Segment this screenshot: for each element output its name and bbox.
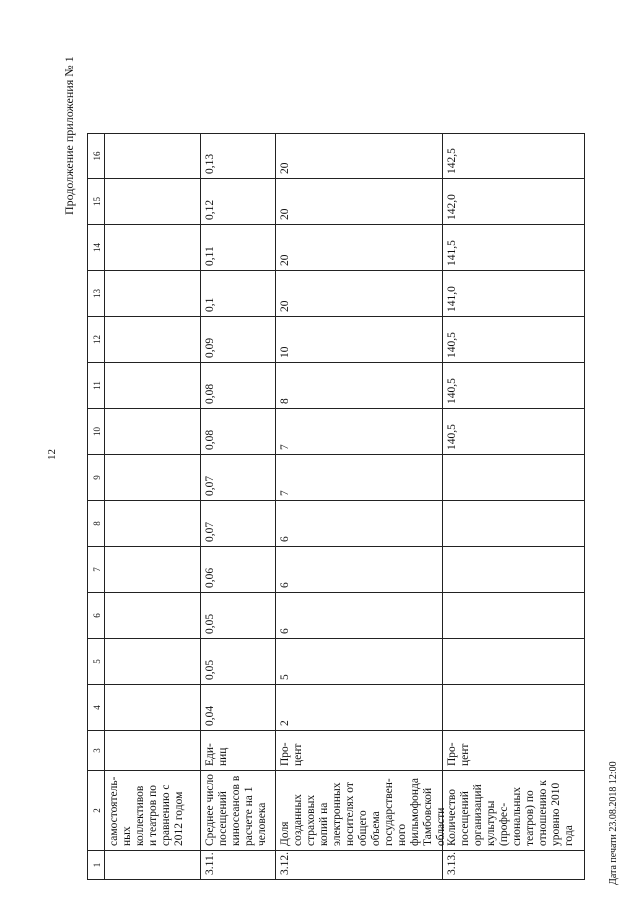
row-continuation-cell-8 — [105, 500, 201, 546]
cell-text: 20 — [279, 208, 291, 220]
cell-text: 20 — [279, 162, 291, 174]
row-3-11-cell-12 — [201, 316, 276, 362]
row-3-11-cell-14 — [201, 224, 276, 270]
continuation-title: Продолжение приложения № 1 — [62, 56, 76, 215]
row-3-13-cell-1 — [443, 850, 585, 880]
row-3-12-cell-2 — [276, 770, 447, 850]
row-continuation-cell-5 — [105, 638, 201, 684]
cell-text: 5 — [92, 659, 102, 664]
cell-text: 7 — [279, 490, 291, 496]
row-3-12-cell-16 — [276, 133, 443, 178]
row-3-11-cell-6 — [201, 592, 276, 638]
header-cell-12 — [87, 316, 105, 362]
cell-text: 10 — [279, 346, 291, 358]
row-3-12-cell-5 — [276, 638, 443, 684]
cell-text: 13 — [92, 289, 102, 298]
cell-text: 6 — [279, 628, 291, 634]
row-3-12-cell-10 — [276, 408, 443, 454]
cell-text: 0,07 — [204, 521, 216, 542]
header-cell-3 — [87, 730, 105, 770]
row-3-11-cell-13 — [201, 270, 276, 316]
cell-text: 140,5 — [446, 378, 458, 404]
row-3-13-cell-8 — [443, 500, 585, 546]
header-cell-4 — [87, 684, 105, 730]
cell-text: 6 — [92, 613, 102, 618]
page-number: 12 — [46, 449, 58, 460]
row-3-13-cell-15 — [443, 178, 585, 224]
cell-text: 3 — [92, 748, 102, 753]
row-3-12-cell-15 — [276, 178, 443, 224]
cell-text: 0,09 — [204, 337, 216, 358]
row-continuation-cell-16 — [105, 133, 201, 178]
row-3-13-cell-3 — [443, 730, 585, 770]
header-cell-5 — [87, 638, 105, 684]
cell-text: 0,13 — [204, 153, 216, 174]
row-continuation-cell-7 — [105, 546, 201, 592]
cell-text: 4 — [92, 705, 102, 710]
cell-text: 6 — [279, 582, 291, 588]
print-date: Дата печати 23.08.2018 12:00 — [608, 761, 619, 885]
row-3-12-cell-9 — [276, 454, 443, 500]
row-3-13-cell-10 — [443, 408, 585, 454]
row-3-12-cell-14 — [276, 224, 443, 270]
cell-text: Про- цент — [446, 742, 471, 766]
cell-text: 0,07 — [204, 475, 216, 496]
row-continuation-cell-2 — [105, 770, 201, 850]
row-3-11-cell-3 — [201, 730, 276, 770]
cell-text: 0,12 — [204, 199, 216, 220]
header-cell-10 — [87, 408, 105, 454]
header-cell-8 — [87, 500, 105, 546]
row-3-11-cell-4 — [201, 684, 276, 730]
cell-text: 12 — [92, 335, 102, 344]
header-cell-1 — [87, 850, 105, 880]
cell-text: 9 — [92, 475, 102, 480]
row-3-12-cell-3 — [276, 730, 443, 770]
cell-text: 0,05 — [204, 613, 216, 634]
row-3-13-cell-14 — [443, 224, 585, 270]
cell-text: самостоятель- ных коллективов и театров по сравнению с 2012 годом — [108, 776, 185, 846]
row-3-11-cell-5 — [201, 638, 276, 684]
row-3-12-cell-1 — [276, 850, 443, 880]
data-table — [87, 43, 585, 880]
cell-text: 11 — [92, 381, 102, 390]
row-3-12-cell-8 — [276, 500, 443, 546]
row-3-13-cell-16 — [443, 133, 585, 178]
header-cell-6 — [87, 592, 105, 638]
row-continuation-cell-1 — [105, 850, 201, 880]
cell-text: 10 — [92, 427, 102, 436]
header-cell-9 — [87, 454, 105, 500]
row-3-13-cell-12 — [443, 316, 585, 362]
cell-text: 8 — [279, 398, 291, 404]
row-3-12-cell-11 — [276, 362, 443, 408]
cell-text: 0,1 — [204, 297, 216, 312]
header-cell-7 — [87, 546, 105, 592]
cell-text: 3.13. — [446, 852, 458, 875]
header-cell-13 — [87, 270, 105, 316]
cell-text: 20 — [279, 300, 291, 312]
cell-text: 7 — [279, 444, 291, 450]
row-3-12-cell-13 — [276, 270, 443, 316]
cell-text: 142,0 — [446, 194, 458, 220]
row-3-12-cell-6 — [276, 592, 443, 638]
cell-text: 2 — [92, 808, 102, 813]
row-3-11-cell-11 — [201, 362, 276, 408]
cell-text: Доля созданных страховых копий на электронных носителях от общего объема государствен- ного фильмофонда Тамбовской области — [279, 778, 447, 846]
cell-text: 140,5 — [446, 424, 458, 450]
row-3-13-cell-9 — [443, 454, 585, 500]
cell-text: 141,5 — [446, 240, 458, 266]
row-continuation-cell-9 — [105, 454, 201, 500]
cell-text: Про- цент — [279, 742, 304, 766]
cell-text: 1 — [92, 862, 102, 868]
cell-text: 15 — [92, 197, 102, 206]
row-continuation-cell-11 — [105, 362, 201, 408]
row-3-13-cell-5 — [443, 638, 585, 684]
row-continuation-cell-12 — [105, 316, 201, 362]
cell-text: 8 — [92, 521, 102, 526]
header-cell-15 — [87, 178, 105, 224]
row-3-12-cell-7 — [276, 546, 443, 592]
cell-text: 140,5 — [446, 332, 458, 358]
cell-text: Количество посещений организаций культуры (профес- сиональных театров) по отношению к уровню 2010 года — [446, 780, 575, 846]
cell-text: 16 — [92, 151, 102, 161]
cell-text: 141,0 — [446, 286, 458, 312]
row-continuation-cell-14 — [105, 224, 201, 270]
row-3-12-cell-12 — [276, 316, 443, 362]
row-3-11-cell-2 — [201, 770, 276, 850]
row-3-13-cell-4 — [443, 684, 585, 730]
row-3-11-cell-10 — [201, 408, 276, 454]
header-cell-11 — [87, 362, 105, 408]
row-3-11-cell-16 — [201, 133, 276, 178]
row-continuation-cell-6 — [105, 592, 201, 638]
row-continuation-cell-10 — [105, 408, 201, 454]
cell-text: 0,08 — [204, 429, 216, 450]
row-continuation-cell-3 — [105, 730, 201, 770]
cell-text: 7 — [92, 567, 102, 572]
cell-text: 14 — [92, 243, 102, 252]
row-3-11-cell-15 — [201, 178, 276, 224]
cell-text: 0,06 — [204, 567, 216, 588]
row-3-13-cell-11 — [443, 362, 585, 408]
row-3-12-cell-4 — [276, 684, 443, 730]
row-3-11-cell-8 — [201, 500, 276, 546]
row-continuation-cell-15 — [105, 178, 201, 224]
cell-text: 2 — [279, 720, 291, 726]
row-3-13-cell-6 — [443, 592, 585, 638]
cell-text: 5 — [279, 674, 291, 680]
row-continuation-cell-4 — [105, 684, 201, 730]
header-cell-14 — [87, 224, 105, 270]
cell-text: Еди- ниц — [204, 743, 229, 766]
header-cell-16 — [87, 133, 105, 178]
cell-text: 0,05 — [204, 659, 216, 680]
row-3-11-cell-9 — [201, 454, 276, 500]
row-3-13-cell-7 — [443, 546, 585, 592]
cell-text: 3.11. — [204, 852, 216, 875]
cell-text: Среднее число посещений киносеансов в расчете на 1 человека — [204, 774, 268, 846]
header-cell-2 — [87, 770, 105, 850]
row-3-13-cell-13 — [443, 270, 585, 316]
cell-text: 3.12. — [279, 852, 291, 875]
cell-text: 20 — [279, 254, 291, 266]
row-3-11-cell-1 — [201, 850, 276, 880]
cell-text: 0,08 — [204, 383, 216, 404]
cell-text: 0,11 — [204, 246, 216, 266]
row-continuation-cell-13 — [105, 270, 201, 316]
cell-text: 0,04 — [204, 705, 216, 726]
row-3-13-cell-2 — [443, 770, 585, 850]
cell-text: 142,5 — [446, 148, 458, 174]
cell-text: 6 — [279, 536, 291, 542]
row-3-11-cell-7 — [201, 546, 276, 592]
